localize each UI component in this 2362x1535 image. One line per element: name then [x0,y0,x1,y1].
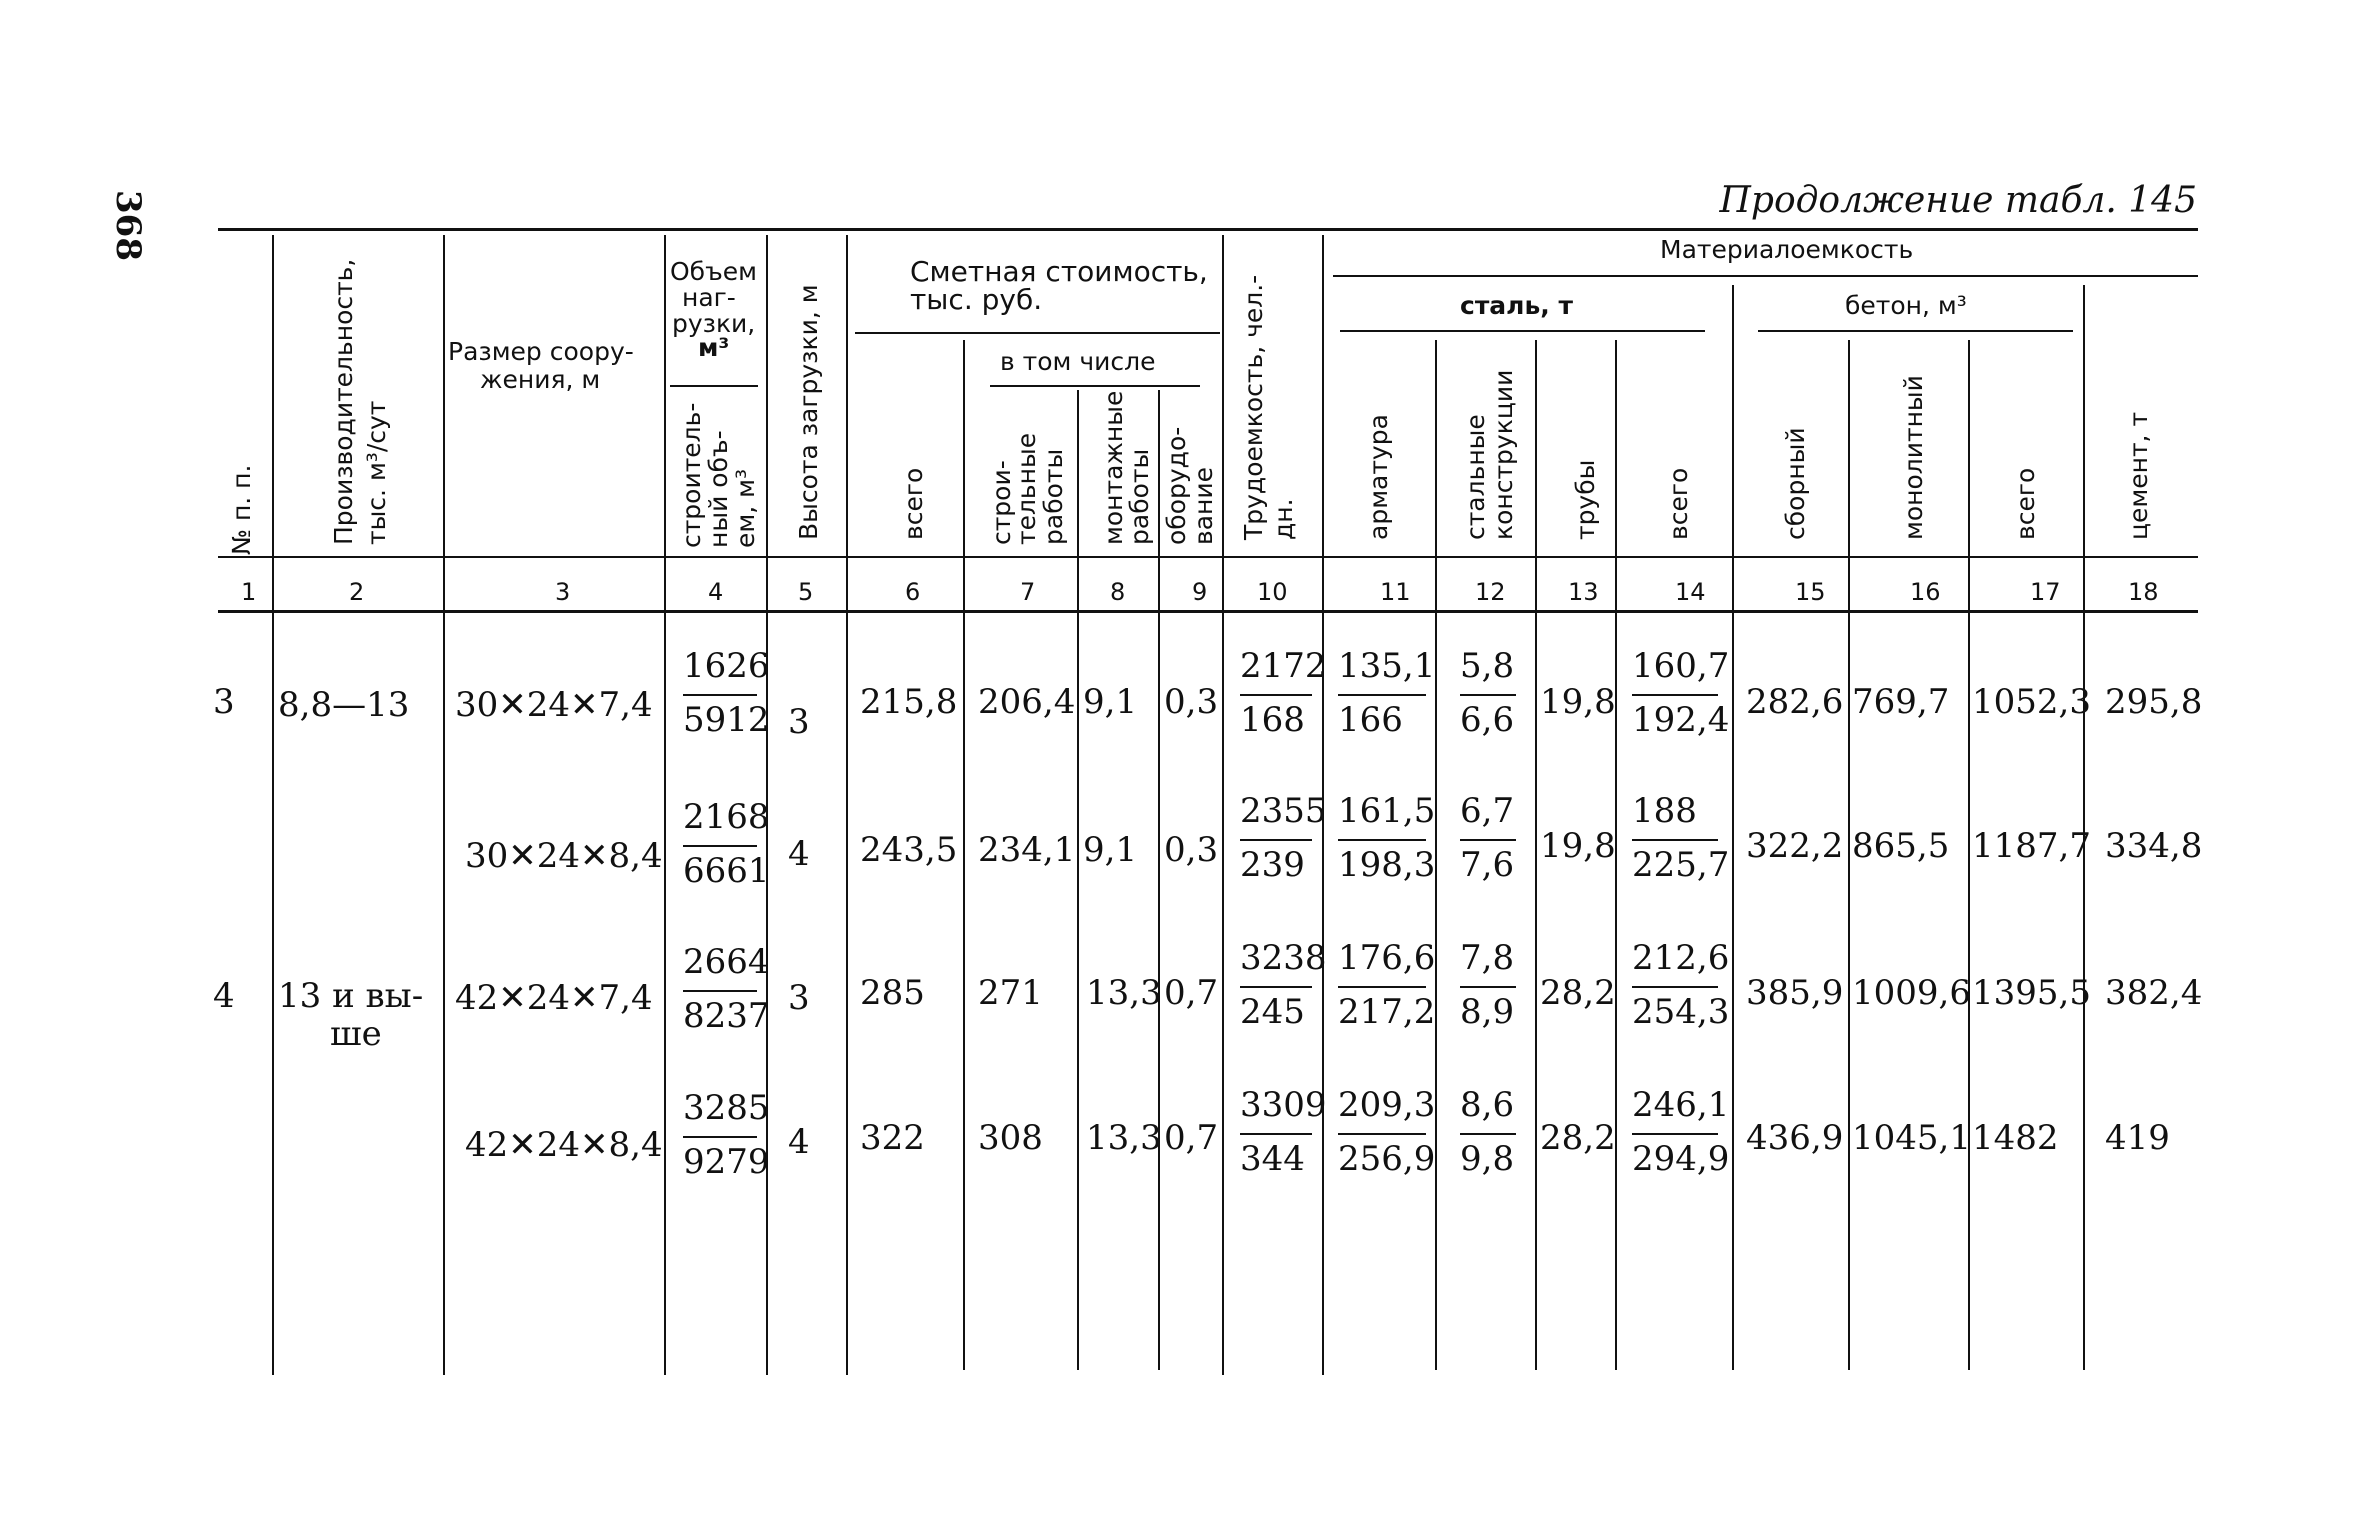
cost-total: 215,8 [860,682,958,722]
col-number: 1 [241,578,257,606]
pipes: 28,2 [1540,973,1616,1013]
continuation-title: Продолжение табл. 145 [1719,180,2197,221]
pipes: 19,8 [1540,826,1616,866]
row-number: 4 [213,976,235,1016]
col-number: 5 [798,578,814,606]
cement: 382,4 [2105,973,2203,1013]
col-number: 16 [1910,578,1941,606]
header-construction-3: работы [1039,448,1068,545]
header-cost-total: всего [899,467,928,540]
col-number: 11 [1380,578,1411,606]
col-number: 13 [1568,578,1599,606]
header-load-height: Высота загрузки, м [794,284,823,540]
header-concrete-total: всего [2011,467,2040,540]
precast: 322,2 [1746,826,1844,866]
cost-equipment: 0,3 [1164,682,1219,722]
header-including: в том числе [1000,347,1156,376]
cost-total: 243,5 [860,830,958,870]
productivity: 13 и вы- [278,976,424,1016]
cost-total: 285 [860,973,925,1013]
pipes: 28,2 [1540,1118,1616,1158]
productivity-cont: ше [330,1014,382,1054]
precast: 282,6 [1746,682,1844,722]
header-volume-4: м³ [698,333,730,362]
header-steel: сталь, т [1460,291,1573,320]
load-height: 4 [788,1122,810,1162]
header-size-2: жения, м [480,365,601,394]
header-number: № п. п. [227,464,256,555]
header-monolithic: монолитный [1899,375,1928,540]
col-number: 17 [2030,578,2061,606]
monolithic: 1009,6 [1852,973,1971,1013]
cost-mounting: 13,3 [1086,973,1162,1013]
header-mounting-2: работы [1125,448,1154,545]
monolithic: 1045,1 [1852,1118,1971,1158]
productivity: 8,8—13 [278,685,410,725]
concrete-total: 1395,5 [1972,973,2091,1013]
structure-size: 30✕24✕7,4 [455,685,653,725]
header-labor: Трудоемкость, чел.- [1239,274,1268,540]
header-construction-1: строи- [987,460,1016,545]
load-height: 3 [788,702,810,742]
col-number: 7 [1020,578,1036,606]
col-number: 18 [2128,578,2159,606]
header-construction-2: тельные [1012,432,1041,545]
header-build-volume-1: строитель- [677,402,706,548]
structure-size: 42✕24✕7,4 [455,978,653,1018]
col-number: 10 [1257,578,1288,606]
page-number: 368 [108,190,148,261]
col-number: 2 [349,578,365,606]
col-number: 9 [1192,578,1208,606]
cement: 295,8 [2105,682,2203,722]
col-number: 14 [1675,578,1706,606]
precast: 436,9 [1746,1118,1844,1158]
col-number: 3 [555,578,571,606]
header-equipment-1: оборудо- [1162,426,1191,545]
pipes: 19,8 [1540,682,1616,722]
monolithic: 865,5 [1852,826,1950,866]
cost-construction: 206,4 [978,682,1076,722]
cost-mounting: 9,1 [1083,682,1138,722]
cost-equipment: 0,7 [1164,973,1219,1013]
cement: 334,8 [2105,826,2203,866]
header-productivity-unit: тыс. м³/сут [362,400,391,545]
col-number: 8 [1110,578,1126,606]
col-number: 4 [708,578,724,606]
header-volume-2: наг- [682,283,736,312]
load-height: 3 [788,978,810,1018]
col-number: 6 [905,578,921,606]
header-build-volume-2: ный объ- [704,430,733,548]
cost-mounting: 13,3 [1086,1118,1162,1158]
cost-total: 322 [860,1118,925,1158]
header-concrete: бетон, м³ [1845,291,1967,320]
header-pipes: трубы [1571,459,1600,540]
cost-construction: 271 [978,973,1043,1013]
concrete-total: 1482 [1972,1118,2059,1158]
precast: 385,9 [1746,973,1844,1013]
header-equipment-2: вание [1189,466,1218,545]
header-cost-2: тыс. руб. [910,283,1043,316]
cement: 419 [2105,1118,2170,1158]
load-height: 4 [788,834,810,874]
header-volume-3: рузки, [672,309,756,338]
header-volume-1: Объем [670,257,757,286]
col-number: 12 [1475,578,1506,606]
structure-size: 42✕24✕8,4 [465,1125,663,1165]
header-reinforcement: арматура [1364,414,1393,540]
header-build-volume-3: ем, м³ [731,468,760,548]
cost-equipment: 0,7 [1164,1118,1219,1158]
header-productivity: Производительность, [329,258,358,545]
cost-mounting: 9,1 [1083,830,1138,870]
concrete-total: 1052,3 [1972,682,2091,722]
cost-construction: 308 [978,1118,1043,1158]
header-size: Размер соору- [448,337,634,366]
header-mounting-1: монтажные [1099,390,1128,545]
monolithic: 769,7 [1852,682,1950,722]
concrete-total: 1187,7 [1972,826,2091,866]
cost-construction: 234,1 [978,830,1076,870]
col-number: 15 [1795,578,1826,606]
header-cost: Сметная стоимость, [910,255,1208,288]
structure-size: 30✕24✕8,4 [465,836,663,876]
header-steel-total: всего [1664,467,1693,540]
header-steel-structures-2: конструкции [1489,369,1518,540]
header-precast: сборный [1781,427,1810,540]
cost-equipment: 0,3 [1164,830,1219,870]
row-number: 3 [213,682,235,722]
header-labor-unit: дн. [1269,498,1298,540]
header-cement: цемент, т [2124,411,2153,540]
header-material: Материалоемкость [1660,235,1914,264]
header-steel-structures-1: стальные [1461,414,1490,540]
